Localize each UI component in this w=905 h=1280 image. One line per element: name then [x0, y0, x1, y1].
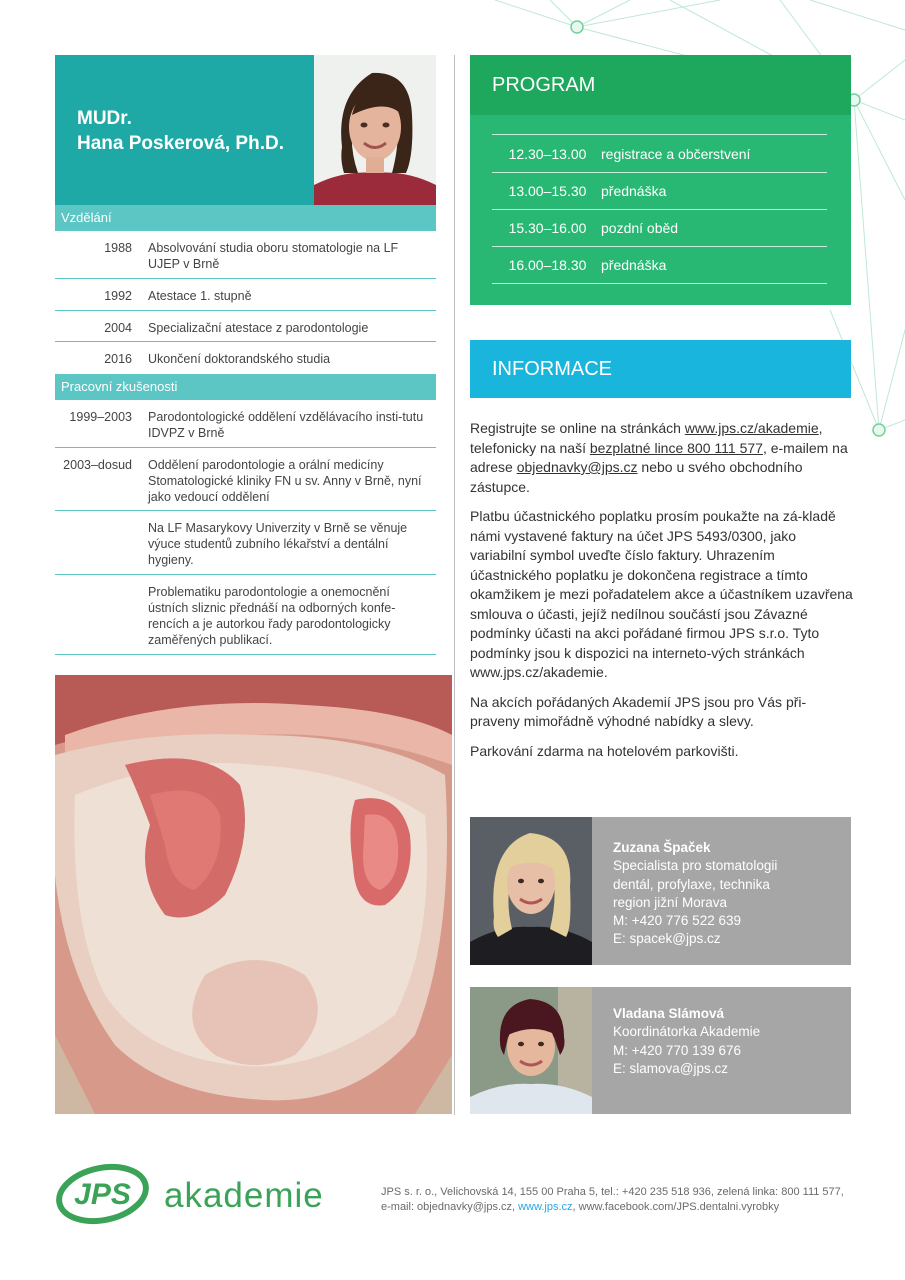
education-year: 2004: [104, 321, 132, 335]
program-divider: [492, 283, 827, 284]
info-text-span: , e-mailem na adrese: [470, 439, 848, 475]
speaker-name: [77, 106, 284, 156]
footer-line: JPS s. r. o., Velichovská 14, 155 00 Praha 5, tel.: +420 235 518 936, zelená linka: 800 111 577,: [381, 1186, 844, 1198]
contact-role: Koordinátorka Akademie: [613, 1024, 761, 1040]
info-title: INFORMACE: [470, 340, 851, 398]
program-time: 13.00–15.30: [508, 183, 587, 199]
speaker-header: [55, 55, 436, 205]
contact-email[interactable]: E: spacek@jps.cz: [613, 931, 721, 947]
info-text-span: nebo u svého obchodního zástupce.: [470, 459, 803, 495]
education-row: [55, 311, 436, 342]
education-year: 1988: [104, 241, 132, 255]
info-paragraph: Parkování zdarma na hotelovém parkovišti.: [470, 742, 739, 759]
education-text: Ukončení doktorandského studia: [148, 352, 331, 366]
education-header: Vzdělání: [55, 205, 436, 231]
info-text: [470, 419, 855, 771]
program-time: 15.30–16.00: [508, 220, 587, 236]
experience-row: [55, 511, 436, 575]
contact-phone[interactable]: M: +420 770 139 676: [613, 1042, 741, 1058]
contact-email[interactable]: E: slamova@jps.cz: [613, 1060, 728, 1076]
brand-name: akademie: [164, 1176, 324, 1215]
contact-role: Specialista pro stomatologii: [613, 858, 778, 874]
program-activity: registrace a občerstvení: [601, 146, 751, 162]
speaker-photo: [314, 55, 436, 205]
website-link[interactable]: www.jps.cz: [518, 1201, 573, 1213]
info-text-span: Registrujte se online na stránkách: [470, 420, 685, 436]
program-divider: [492, 209, 827, 210]
info-paragraph: [470, 419, 855, 497]
speaker-portrait-icon: [314, 55, 436, 205]
clinical-photo: [55, 675, 452, 1114]
contact-card: [470, 817, 851, 965]
phone-link[interactable]: bezplatné lince 800 111 577: [589, 439, 763, 456]
program-activity: přednáška: [601, 183, 667, 199]
education-row: [55, 279, 436, 311]
experience-year: 2003–dosud: [63, 458, 132, 472]
experience-row: [55, 448, 436, 511]
program-divider: [492, 134, 827, 135]
footer-text-span: e-mail: objednavky@jps.cz,: [381, 1201, 519, 1213]
speaker-name-line2: Hana Poskerová, Ph.D.: [77, 133, 284, 154]
program-time: 12.30–13.00: [508, 146, 587, 162]
program-activity: pozdní oběd: [601, 220, 679, 236]
education-row: [55, 342, 436, 374]
tongue-photo-icon: [55, 675, 452, 1114]
speaker-name-line1: MUDr.: [77, 108, 132, 129]
contact-role: dentál, profylaxe, technika: [613, 876, 770, 892]
info-text-span: , telefonicky na naší: [470, 420, 823, 456]
contact-portrait-icon: [470, 987, 592, 1114]
education-row: [55, 231, 436, 279]
contact-phone[interactable]: M: +420 776 522 639: [613, 913, 741, 929]
program-divider: [492, 172, 827, 173]
info-paragraph: Platbu účastnického poplatku prosím poukažte na zá-kladě námi vystavené faktury na účet JPS 5493/0300, jako variabilní symbol uveďte číslo faktury. Uhrazením účastnického poplatku je dokončena registrace a tímto okamžikem je mezi pořadatelem akce a účastníkem uzavřena smlouva o účasti, jejíž nedílnou součástí jsou Závazné podmínky účasti na akci pořádané firmou JPS s.r.o. Tyto podmínky jsou k dispozici na interneto-vých stránkách www.jps.cz/akademie.: [470, 508, 853, 680]
program-title: PROGRAM: [470, 55, 851, 115]
program-divider: [492, 246, 827, 247]
contact-details: [613, 839, 777, 949]
registration-link[interactable]: www.jps.cz/akademie: [684, 420, 819, 436]
education-text: Specializační atestace z parodontologie: [148, 321, 369, 335]
experience-year: 1999–2003: [69, 410, 132, 424]
footer-text-span: , www.facebook.com/JPS.dentalni.vyrobky: [572, 1201, 780, 1213]
contact-role: region jižní Morava: [613, 894, 728, 910]
info-paragraph: Na akcích pořádaných Akademií JPS jsou pro Vás při-praveny mimořádně výhodné nabídky a slevy.: [470, 693, 807, 729]
contact-name: Vladana Slámová: [613, 1006, 725, 1021]
experience-header: Pracovní zkušenosti: [55, 374, 436, 400]
experience-text: Na LF Masarykovy Univerzity v Brně se věnuje výuce studentů zubního lékařství a dentální hygieny.: [148, 521, 408, 567]
contact-photo: [470, 987, 592, 1114]
experience-text: Oddělení parodontologie a orální medicíny Stomatologické kliniky FN u sv. Anny v Brně, nyní jako vedoucí oddělení: [148, 458, 422, 504]
email-link[interactable]: objednavky@jps.cz: [516, 459, 638, 475]
education-year: 2016: [104, 352, 132, 366]
jps-logo-icon: [55, 1163, 150, 1225]
contact-name: Zuzana Špaček: [613, 840, 711, 855]
experience-row: [55, 575, 436, 655]
footer-address: [381, 1185, 844, 1215]
education-text: Atestace 1. stupně: [148, 289, 252, 303]
experience-text: Parodontologické oddělení vzdělávacího insti-tutu IDVPZ v Brně: [148, 410, 424, 440]
footer-line: [381, 1200, 844, 1215]
education-year: 1992: [104, 289, 132, 303]
contact-portrait-icon: [470, 817, 592, 965]
contact-details: [613, 1005, 760, 1078]
contact-card: [470, 987, 851, 1114]
experience-text: Problematiku parodontologie a onemocnění ústních sliznic přednáší na odborných konfe-rencích a je autorkou řady parodontologicky zaměřených publikací.: [148, 585, 396, 647]
experience-row: [55, 400, 436, 448]
logo-text: JPS: [74, 1178, 131, 1211]
program-box: [470, 55, 851, 305]
program-time: 16.00–18.30: [508, 257, 587, 273]
education-text: Absolvování studia oboru stomatologie na LF UJEP v Brně: [148, 241, 399, 271]
contact-photo: [470, 817, 592, 965]
column-divider: [454, 55, 455, 1115]
program-activity: přednáška: [601, 257, 667, 273]
